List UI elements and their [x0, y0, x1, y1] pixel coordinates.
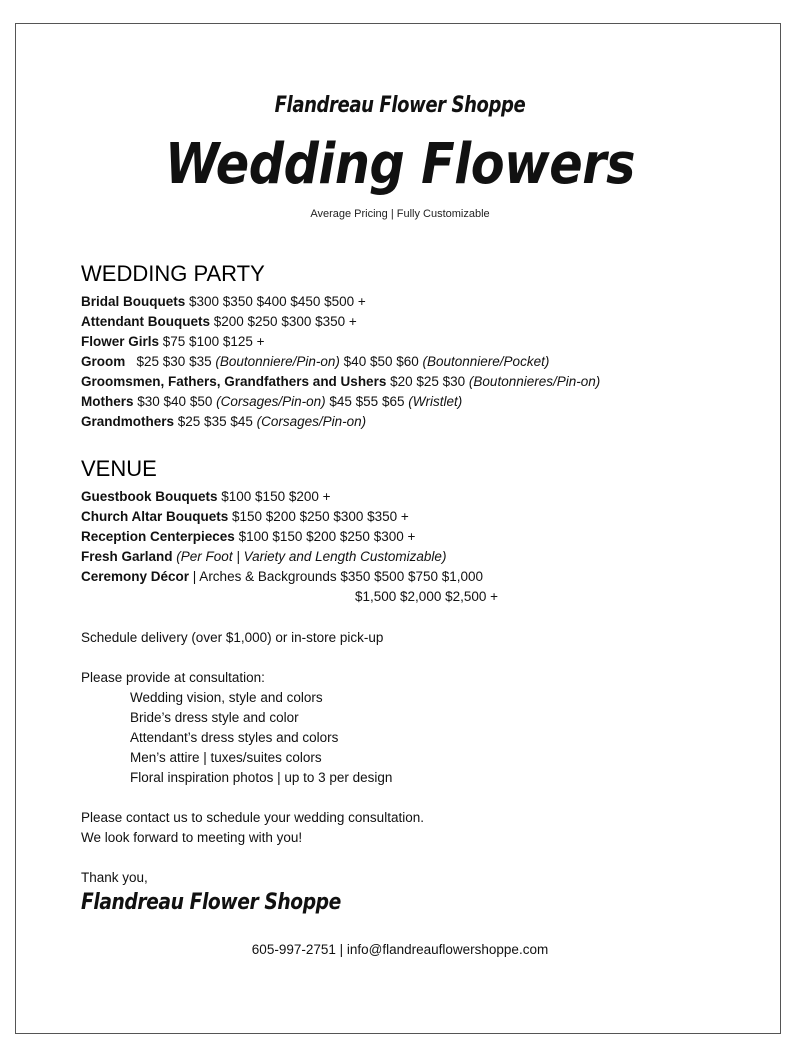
price-line — [81, 527, 415, 547]
item-name: Groom — [81, 354, 126, 369]
price-line — [81, 412, 366, 432]
price-line — [81, 507, 409, 527]
item-name: Guestbook Bouquets — [81, 489, 218, 504]
price-line — [81, 547, 446, 567]
price-line — [81, 312, 357, 332]
item-note: (Corsages/Pin-on) — [216, 394, 326, 409]
consultation-item: Bride’s dress style and color — [130, 710, 299, 725]
item-name: Grandmothers — [81, 414, 175, 429]
item-prices: $150 $200 $250 $300 $350 + — [228, 509, 409, 524]
price-line — [81, 292, 366, 312]
signature: Flandreau Flower Shoppe — [81, 890, 341, 915]
closing-line: Please contact us to schedule your wedding consultation. — [81, 810, 424, 825]
page-title: Wedding Flowers — [164, 132, 635, 197]
item-prices: $100 $150 $200 + — [217, 489, 331, 504]
item-name: Ceremony Décor — [81, 569, 190, 584]
item-note: (Per Foot | Variety and Length Customizable) — [176, 549, 447, 564]
price-line — [81, 487, 331, 507]
item-prices-2: $45 $55 $65 — [325, 394, 409, 409]
item-note: (Boutonniere/Pin-on) — [215, 354, 340, 369]
item-name: Groomsmen, Fathers, Grandfathers and Ushers — [81, 374, 387, 389]
item-prices: $300 $350 $400 $450 $500 + — [185, 294, 366, 309]
closing-line: We look forward to meeting with you! — [81, 830, 303, 845]
item-note-2: (Boutonniere/Pocket) — [422, 354, 550, 369]
page-subtitle: Average Pricing | Fully Customizable — [310, 208, 490, 220]
venue-heading: VENUE — [81, 456, 157, 481]
consultation-item: Attendant’s dress styles and colors — [130, 730, 339, 745]
shop-name-header: Flandreau Flower Shoppe — [274, 93, 526, 118]
item-prices: $75 $100 $125 + — [159, 334, 265, 349]
price-line — [81, 392, 462, 412]
item-name: Attendant Bouquets — [81, 314, 210, 329]
item-prices-2: $40 $50 $60 — [339, 354, 423, 369]
consultation-intro: Please provide at consultation: — [81, 670, 265, 685]
item-prices: $100 $150 $200 $250 $300 + — [234, 529, 416, 544]
delivery-note: Schedule delivery (over $1,000) or in-store pick-up — [81, 630, 384, 645]
decor-prices-continued: $1,500 $2,000 $2,500 + — [355, 589, 499, 604]
consultation-item: Floral inspiration photos | up to 3 per design — [130, 770, 393, 785]
item-prices: $200 $250 $300 $350 + — [210, 314, 357, 329]
wedding-party-heading: WEDDING PARTY — [81, 261, 265, 286]
price-line — [81, 352, 549, 372]
item-note: (Boutonnieres/Pin-on) — [468, 374, 601, 389]
item-name: Flower Girls — [81, 334, 160, 349]
item-prices: $20 $25 $30 — [386, 374, 469, 389]
item-name: Reception Centerpieces — [81, 529, 235, 544]
price-line — [81, 332, 265, 352]
thank-you: Thank you, — [81, 870, 148, 885]
item-prices: $25 $30 $35 — [125, 354, 216, 369]
item-note: (Corsages/Pin-on) — [256, 414, 367, 429]
item-name: Fresh Garland — [81, 549, 173, 564]
consultation-item: Wedding vision, style and colors — [130, 690, 323, 705]
contact-info: 605-997-2751 | info@flandreauflowershoppe.com — [251, 942, 549, 957]
item-note-2: (Wristlet) — [408, 394, 463, 409]
item-prices: $30 $40 $50 — [133, 394, 217, 409]
item-name: Church Altar Bouquets — [81, 509, 229, 524]
item-name: Mothers — [81, 394, 134, 409]
price-line — [81, 372, 600, 392]
item-prices: | Arches & Backgrounds $350 $500 $750 $1,000 — [189, 569, 484, 584]
price-line — [81, 567, 483, 587]
item-name: Bridal Bouquets — [81, 294, 186, 309]
consultation-item: Men’s attire | tuxes/suites colors — [130, 750, 322, 765]
item-prices: $25 $35 $45 — [174, 414, 257, 429]
